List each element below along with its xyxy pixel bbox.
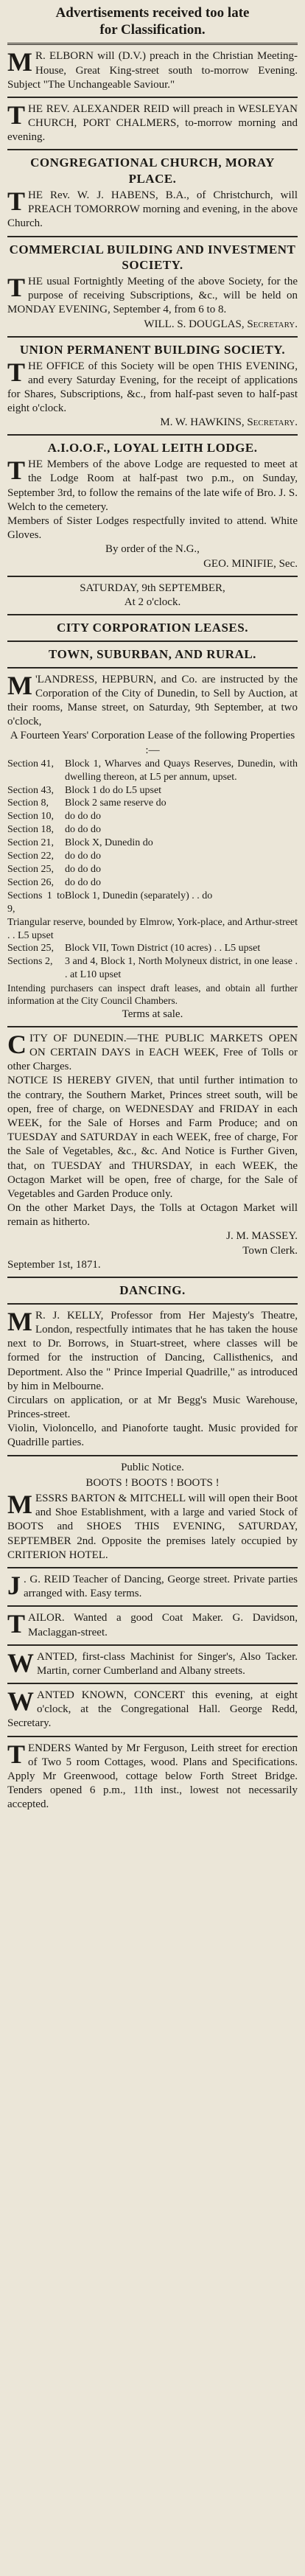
drop-cap: T	[7, 186, 26, 216]
ad-text: HE Rev. W. J. HABENS, B.A., of Christchurch, will PREACH TOMORROW morning and evening, in the above Church.	[7, 189, 298, 230]
lease-section-label: Section 22,	[7, 851, 54, 862]
lease-section-text: Block 1 do do L5 upset	[65, 784, 162, 796]
lease-section-text: Triangular reserve, bounded by Elmrow, York-place, and Arthur-street . . L5 upset	[7, 916, 298, 941]
drop-cap: M	[7, 1306, 32, 1336]
ad-greid	[7, 1570, 298, 1601]
lease-section-label: Section 25,	[7, 943, 54, 954]
ad-concert	[7, 1686, 298, 1731]
drop-cap: M	[7, 1490, 32, 1520]
ad-text: . G. REID Teacher of Dancing, George street. Private parties arranged with. Easy terms.	[24, 1573, 298, 1600]
ad-tenders	[7, 1739, 298, 1812]
lease-section-text: Block VII, Town District (10 acres) . . L5 upset	[65, 943, 261, 954]
divider	[7, 1303, 298, 1305]
lease-section-text: Block X, Dunedin do	[65, 837, 153, 849]
lease-section-row	[7, 890, 298, 916]
lease-section-text: Block 1, Dunedin (separately) . . do	[65, 890, 213, 901]
ad-heading: DANCING.	[119, 1283, 186, 1298]
lease-section-text: do do do	[65, 876, 101, 888]
lease-section-row	[7, 942, 298, 955]
lease-section-row	[7, 955, 298, 982]
lease-section-text: 3 and 4, Block 1, North Molyneux district, in one lease . . at L10 upset	[65, 956, 298, 981]
lease-section-row	[7, 837, 298, 850]
drop-cap: W	[7, 1647, 34, 1678]
ad-heading: UNION PERMANENT BUILDING SOCIETY.	[19, 342, 286, 357]
divider	[7, 667, 298, 669]
lease-section-label: Section 8,	[7, 797, 49, 809]
ad-text: HE usual Fortnightly Meeting of the above Society, for the purpose of receiving Subscriptions, &c., will be held on MONDAY EVENING, September 4, from 6 to 8.	[7, 276, 298, 316]
ad-signature-line-2: GEO. MINIFIE, Sec.	[203, 557, 298, 570]
lease-section-row	[7, 823, 298, 837]
drop-cap: J	[7, 1570, 21, 1600]
divider	[7, 1455, 298, 1456]
drop-cap: T	[7, 455, 26, 486]
drop-cap: T	[7, 100, 26, 130]
drop-cap: W	[7, 1686, 34, 1717]
drop-cap: T	[7, 1609, 26, 1639]
ad-subheading: BOOTS ! BOOTS ! BOOTS !	[85, 1476, 220, 1489]
ad-text: R. ELBORN will (D.V.) preach in the Christian Meeting-House, Great King-street south to-morrow Evening. Subject "The Unchangeable Saviour."	[7, 50, 298, 91]
lease-section-list	[7, 758, 298, 982]
lease-section-row	[7, 797, 298, 810]
divider	[7, 1026, 298, 1027]
ad-heading: COMMERCIAL BUILDING AND INVESTMENT SOCIETY.	[9, 242, 296, 273]
ad-markets	[7, 1029, 298, 1272]
lease-section-text: do do do	[65, 811, 101, 823]
divider	[7, 434, 298, 436]
drop-cap: C	[7, 1029, 27, 1059]
divider	[7, 149, 298, 150]
lease-section-label: Section 41,	[7, 758, 54, 769]
ad-machinist	[7, 1647, 298, 1678]
ad-text-2: NOTICE IS HEREBY GIVEN, that until further intimation to the contrary, the Southern Market, Princes street south, will be open, free of charge, on WEDNESDAY and FRIDAY in each WEEK, for the Sale of Horses and Farm Produce; and on TUESDAY and SATURDAY in each WEEK, free of charge, For the Sale of Vegetables, &c., &c. And Notice is Further Given, that, on TUESDAY and THURSDAY, in each WEEK, the Octagon Market will be open, free of charge, for the Sale of Vegetables and Garden Produce only.	[7, 1075, 298, 1200]
divider	[7, 640, 298, 642]
divider	[7, 1644, 298, 1646]
divider	[7, 97, 298, 98]
ad-aioof	[7, 440, 298, 570]
ad-commercial	[7, 242, 298, 332]
ad-text: ANTED, first-class Machinist for Singer's, Also Tacker. Martin, corner Cumberland and Albany streets.	[37, 1650, 298, 1677]
ad-signature-line-1: By order of the N.G.,	[105, 543, 200, 556]
lease-section-text: do do do	[65, 851, 101, 862]
ad-union	[7, 342, 298, 430]
lease-section-label: Section 21,	[7, 837, 54, 849]
divider	[7, 1683, 298, 1684]
ad-subheading: TOWN, SUBURBAN, AND RURAL.	[49, 646, 256, 661]
ad-intro: A Fourteen Years' Corporation Lease of the following Properties :—	[10, 730, 295, 756]
header-line-1: Advertisements received too late	[55, 5, 250, 21]
ad-reid	[7, 102, 298, 145]
ad-text: ANTED KNOWN, CONCERT this evening, at eight o'clock, at the Congregational Hall. George Redd, Secretary.	[7, 1689, 298, 1730]
ad-signature: WILL. S. DOUGLAS, Secretary.	[144, 318, 298, 330]
ad-saturday	[7, 582, 298, 610]
lease-section-label: Section 26,	[7, 876, 54, 888]
lease-section-row	[7, 916, 298, 943]
lease-section-label: Section 25,	[7, 863, 54, 875]
ad-text-2: Members of Sister Lodges respectfully invited to attend. White Gloves.	[7, 514, 298, 542]
ad-date: September 1st, 1871.	[7, 1258, 101, 1271]
ad-text: HE OFFICE of this Society will be open THIS EVENING, and every Saturday Evening, for the receipt of applications for Shares, Subscriptions, &c., from half-past seven to half-past eight o'clock.	[7, 360, 298, 415]
divider	[7, 236, 298, 237]
ad-boots	[7, 1461, 298, 1563]
ad-text: HE Members of the above Lodge are requested to meet at the Lodge Room at half-past two p.m., on Sunday, September 3rd, to follow the remains of the late wife of Bro. J. S. Welch to the cemetery.	[7, 458, 298, 513]
lease-section-row	[7, 876, 298, 890]
lease-section-label: Section 18,	[7, 824, 54, 836]
ad-signature: M. W. HAWKINS, Secretary.	[160, 416, 298, 429]
page-header	[7, 4, 298, 38]
lease-section-label: Sections 2,	[7, 956, 53, 968]
ad-signature-title: Town Clerk.	[242, 1244, 298, 1257]
divider	[7, 1736, 298, 1737]
lease-section-text: do do do	[65, 824, 101, 836]
ad-dancing	[7, 1282, 298, 1451]
lease-section-text: do do do	[65, 863, 101, 875]
lease-section-row	[7, 850, 298, 863]
divider	[7, 576, 298, 577]
drop-cap: M	[7, 47, 32, 77]
lease-section-row	[7, 863, 298, 876]
ad-elborn	[7, 49, 298, 92]
ad-signature: J. M. MASSEY.	[226, 1230, 298, 1243]
ad-text: R. J. KELLY, Professor from Her Majesty's Theatre, London, respectfully intimates that he has taken the house next to Dr. Borrows, in Stuart-street, where classes will be formed for the instruction of Dancing, Callisthenics, and Deportment. Also the " Prince Imperial Quadrille," as introduced by him in Melbourne.	[7, 1309, 298, 1392]
lease-section-row	[7, 784, 298, 797]
header-line-2: for Classification.	[99, 22, 206, 38]
ad-text-3: On the other Market Days, the Tolls at Octagon Market will remain as hitherto.	[7, 1202, 298, 1229]
ad-text: HE REV. ALEXANDER REID will preach in WESLEYAN CHURCH, PORT CHALMERS, to-morrow morning and evening.	[7, 102, 298, 144]
ad-terms: Terms at sale.	[122, 1008, 183, 1020]
ad-heading: CITY CORPORATION LEASES.	[57, 621, 248, 635]
ad-text: ENDERS Wanted by Mr Ferguson, Leith street for erection of Two 5 room Cottages, wood. Plans and Specifications. Apply Mr Greenwood, cottage below Forth Street Bridge. Tenders opened 6 p.m., 11th inst., lowest not necessarily accepted.	[7, 1742, 298, 1811]
lease-section-text: Block 1, Wharves and Quays Reserves, Dunedin, with dwelling thereon, at L5 per annum, upset.	[65, 758, 298, 783]
drop-cap: T	[7, 357, 26, 387]
divider	[7, 336, 298, 338]
ad-text: 'LANDRESS, HEPBURN, and Co. are instructed by the Corporation of the City of Dunedin, to Sell by Auction, at their rooms, Manse street, on Saturday, 9th September, at two o'clock,	[7, 673, 298, 728]
ad-text: ITY OF DUNEDIN.—THE PUBLIC MARKETS OPEN ON CERTAIN DAYS in EACH WEEK, Free of Tolls or other Charges.	[7, 1032, 298, 1073]
lease-section-row	[7, 758, 298, 784]
ad-heading: Public Notice.	[121, 1461, 184, 1473]
ad-text: AILOR. Wanted a good Coat Maker. G. Davidson, Maclaggan-street.	[28, 1612, 298, 1638]
ad-note: Intending purchasers can inspect draft leases, and obtain all further information at the City Council Chambers.	[7, 982, 298, 1007]
lease-section-row	[7, 810, 298, 823]
ad-text-3: Violin, Violoncello, and Pianoforte taught. Music provided for Quadrille parties.	[7, 1423, 298, 1449]
drop-cap: T	[7, 1739, 26, 1769]
divider	[7, 614, 298, 615]
lease-section-label: Section 10,	[7, 811, 54, 823]
drop-cap: M	[7, 670, 32, 700]
divider	[7, 1567, 298, 1568]
lease-section-text: Block 2 same reserve do	[65, 797, 166, 809]
ad-congregational	[7, 155, 298, 231]
drop-cap: T	[7, 273, 26, 303]
ad-line-1: SATURDAY, 9th SEPTEMBER,	[80, 582, 225, 594]
divider	[7, 1605, 298, 1607]
ad-text: ESSRS BARTON & MITCHELL will will open their Boot and Shoe Establishment, with a large and varied Stock of BOOTS and SHOES THIS EVENING, SATURDAY, SEPTEMBER 2nd. Opposite the premises lately occupied by CRITERION HOTEL.	[7, 1493, 298, 1561]
divider	[7, 1277, 298, 1278]
ad-tailor	[7, 1611, 298, 1639]
lease-section-label: Section 43,	[7, 784, 54, 796]
ad-heading: CONGREGATIONAL CHURCH, MORAY PLACE.	[30, 156, 275, 186]
ad-line-2: At 2 o'clock.	[124, 596, 181, 608]
divider	[7, 43, 298, 45]
ad-heading: A.I.O.O.F., LOYAL LEITH LODGE.	[47, 441, 258, 455]
ad-leases	[7, 620, 298, 1022]
ad-text-2: Circulars on application, or at Mr Begg's Music Warehouse, Princes-street.	[7, 1394, 298, 1421]
lease-section-label: Sections 1 to 9,	[7, 890, 65, 915]
